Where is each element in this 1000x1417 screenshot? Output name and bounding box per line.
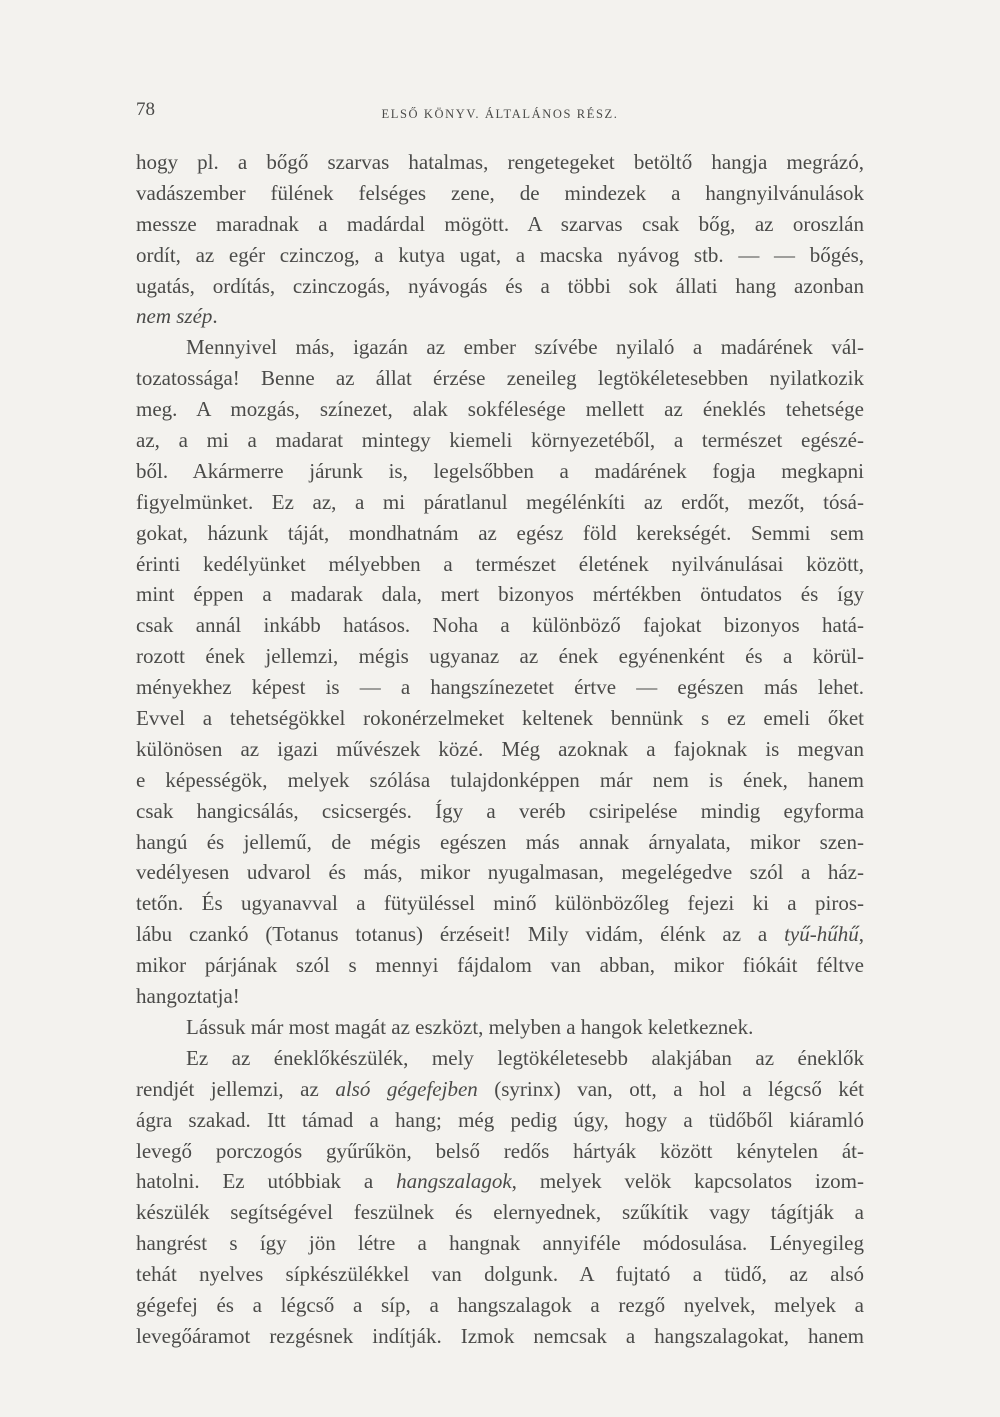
text-segment: tehát nyelves sípkészülékkel van dolgunk. A fujtató a tüdő, az alsó bbox=[136, 1262, 864, 1287]
text-line bbox=[136, 425, 864, 456]
body-text bbox=[136, 147, 864, 1352]
text-segment: tozatossága! Benne az állat érzése zeneileg legtökéletesebben nyilatkozik bbox=[136, 366, 864, 391]
text-segment: gokat, házunk táját, mondhatnám az egész föld kerekségét. Semmi sem bbox=[136, 520, 864, 545]
text-line bbox=[136, 1136, 864, 1167]
text-line bbox=[136, 950, 864, 981]
text-segment: rendjét jellemzi, az bbox=[136, 1076, 336, 1101]
text-segment: gégefej és a légcső a síp, a hangszalagok a rezgő nyelvek, melyek a bbox=[136, 1292, 864, 1317]
text-line bbox=[136, 147, 864, 178]
italic-text: tyű-hűhű bbox=[784, 922, 859, 947]
text-line bbox=[136, 209, 864, 240]
text-line bbox=[136, 178, 864, 209]
text-line bbox=[136, 827, 864, 858]
text-segment: (syrinx) van, ott, a hol a légcső két bbox=[477, 1076, 864, 1101]
text-line bbox=[136, 857, 864, 888]
text-segment: rozott ének jellemzi, mégis ugyanaz az ének egyénenként és a körül- bbox=[136, 644, 864, 669]
text-line bbox=[136, 518, 864, 549]
text-line bbox=[136, 456, 864, 487]
running-head: ELSŐ KÖNYV. ÁLTALÁNOS RÉSZ. bbox=[381, 107, 619, 121]
text-segment: messze maradnak a madárdal mögött. A szarvas csak bőg, az oroszlán bbox=[136, 211, 864, 236]
text-segment: hangrést s így jön létre a hangnak annyiféle módosulása. Lényegileg bbox=[136, 1231, 864, 1256]
text-segment: . bbox=[212, 304, 218, 329]
text-line bbox=[136, 919, 864, 950]
text-line bbox=[136, 641, 864, 672]
text-line bbox=[136, 888, 864, 919]
text-line bbox=[136, 610, 864, 641]
text-segment: Evvel a tehetségökkel rokonérzelmeket keltenek bennünk s ez emeli őket bbox=[136, 706, 864, 731]
text-segment: levegőáramot rezgésnek indítják. Izmok nemcsak a hangszalagokat, hanem bbox=[136, 1323, 864, 1348]
text-segment: lábu czankó (Totanus totanus) érzéseit! Mily vidám, élénk az a bbox=[136, 922, 785, 947]
text-line bbox=[136, 1290, 864, 1321]
text-line bbox=[136, 1228, 864, 1259]
text-segment: az, a mi a madarat mintegy kiemeli környezetéből, a természet egészé- bbox=[136, 428, 864, 453]
page-number: 78 bbox=[136, 99, 155, 120]
text-line bbox=[136, 579, 864, 610]
text-segment: figyelmünket. Ez az, a mi páratlanul megélénkíti az erdőt, mezőt, tósá- bbox=[136, 489, 864, 514]
text-segment: ből. Akármerre járunk is, legelsőbben a madárének fogja megkapni bbox=[136, 458, 864, 483]
text-segment: hangoztatja! bbox=[136, 984, 240, 1009]
text-segment: érinti kedélyünket mélyebben a természet életének nyilvánulásai között, bbox=[136, 551, 864, 576]
text-line bbox=[136, 1105, 864, 1136]
text-segment: levegő porczogós gyűrűkön, belső redős hártyák között kénytelen át- bbox=[136, 1138, 864, 1163]
text-segment: , bbox=[858, 922, 864, 947]
text-line bbox=[136, 703, 864, 734]
text-segment: készülék segítségével feszülnek és elernyednek, szűkítik vagy tágítják a bbox=[136, 1200, 864, 1225]
text-segment: ordít, az egér czinczog, a kutya ugat, a macska nyávog stb. — — bőgés, bbox=[136, 242, 864, 267]
text-segment: csak annál inkább hatásos. Noha a különböző fajokat bizonyos hatá- bbox=[136, 613, 864, 638]
text-segment: csak hangicsálás, csicsergés. Így a veréb csiripelése mindig egyforma bbox=[136, 798, 864, 823]
text-line bbox=[136, 1043, 864, 1074]
text-line bbox=[136, 549, 864, 580]
text-line bbox=[136, 487, 864, 518]
text-line bbox=[136, 1259, 864, 1290]
text-segment: Mennyivel más, igazán az ember szívébe nyilaló a madárének vál- bbox=[186, 335, 864, 360]
text-line bbox=[136, 734, 864, 765]
italic-text: nem szép bbox=[136, 304, 213, 329]
text-segment: meg. A mozgás, színezet, alak sokfélesége mellett az éneklés tehetsége bbox=[136, 397, 864, 422]
text-line bbox=[136, 1321, 864, 1352]
text-line bbox=[136, 240, 864, 271]
text-segment: különösen az igazi művészek közé. Még azoknak a fajoknak is megvan bbox=[136, 736, 864, 761]
text-line bbox=[136, 1074, 864, 1105]
italic-text: hangszalagok bbox=[396, 1169, 512, 1194]
text-line bbox=[136, 1012, 864, 1043]
text-line bbox=[136, 271, 864, 302]
text-segment: mint éppen a madarak dala, mert bizonyos mértékben öntudatos és így bbox=[136, 582, 864, 607]
text-segment: mikor párjának szól s mennyi fájdalom van abban, mikor fiókáit féltve bbox=[136, 953, 864, 978]
text-line bbox=[136, 672, 864, 703]
italic-text: alsó gégefejben bbox=[335, 1076, 478, 1101]
text-segment: e képességök, melyek szólása tulajdonképpen már nem is ének, hanem bbox=[136, 767, 864, 792]
text-line bbox=[136, 1197, 864, 1228]
text-line bbox=[136, 796, 864, 827]
text-line bbox=[136, 332, 864, 363]
text-segment: vedélyesen udvarol és más, mikor nyugalmasan, megelégedve szól a ház- bbox=[136, 860, 864, 885]
text-segment: Ez az éneklőkészülék, mely legtökéletesebb alakjában az éneklők bbox=[186, 1045, 864, 1070]
text-line bbox=[136, 301, 864, 332]
text-line bbox=[136, 981, 864, 1012]
text-segment: Lássuk már most magát az eszközt, melyben a hangok keletkeznek. bbox=[186, 1014, 754, 1039]
text-segment: hangú és jellemű, de mégis egészen más annak árnyalata, mikor szen- bbox=[136, 829, 864, 854]
text-line bbox=[136, 1166, 864, 1197]
text-segment: hatolni. Ez utóbbiak a bbox=[136, 1169, 397, 1194]
text-segment: ményekhez képest is — a hangszínezetet értve — egészen más lehet. bbox=[136, 675, 864, 700]
text-line bbox=[136, 765, 864, 796]
text-segment: ugatás, ordítás, czinczogás, nyávogás és a többi sok állati hang azonban bbox=[136, 273, 864, 298]
text-line bbox=[136, 363, 864, 394]
text-line bbox=[136, 394, 864, 425]
text-segment: vadászember fülének felséges zene, de mindezek a hangnyilvánulások bbox=[136, 180, 864, 205]
text-segment: hogy pl. a bőgő szarvas hatalmas, rengetegeket betöltő hangja megrázó, bbox=[136, 150, 864, 174]
text-segment: , melyek velök kapcsolatos izom- bbox=[511, 1169, 864, 1194]
text-segment: tetőn. És ugyanavval a fütyüléssel minő különbözőleg fejezi ki a piros- bbox=[136, 891, 864, 916]
text-segment: ágra szakad. Itt támad a hang; még pedig úgy, hogy a tüdőből kiáramló bbox=[136, 1107, 864, 1132]
